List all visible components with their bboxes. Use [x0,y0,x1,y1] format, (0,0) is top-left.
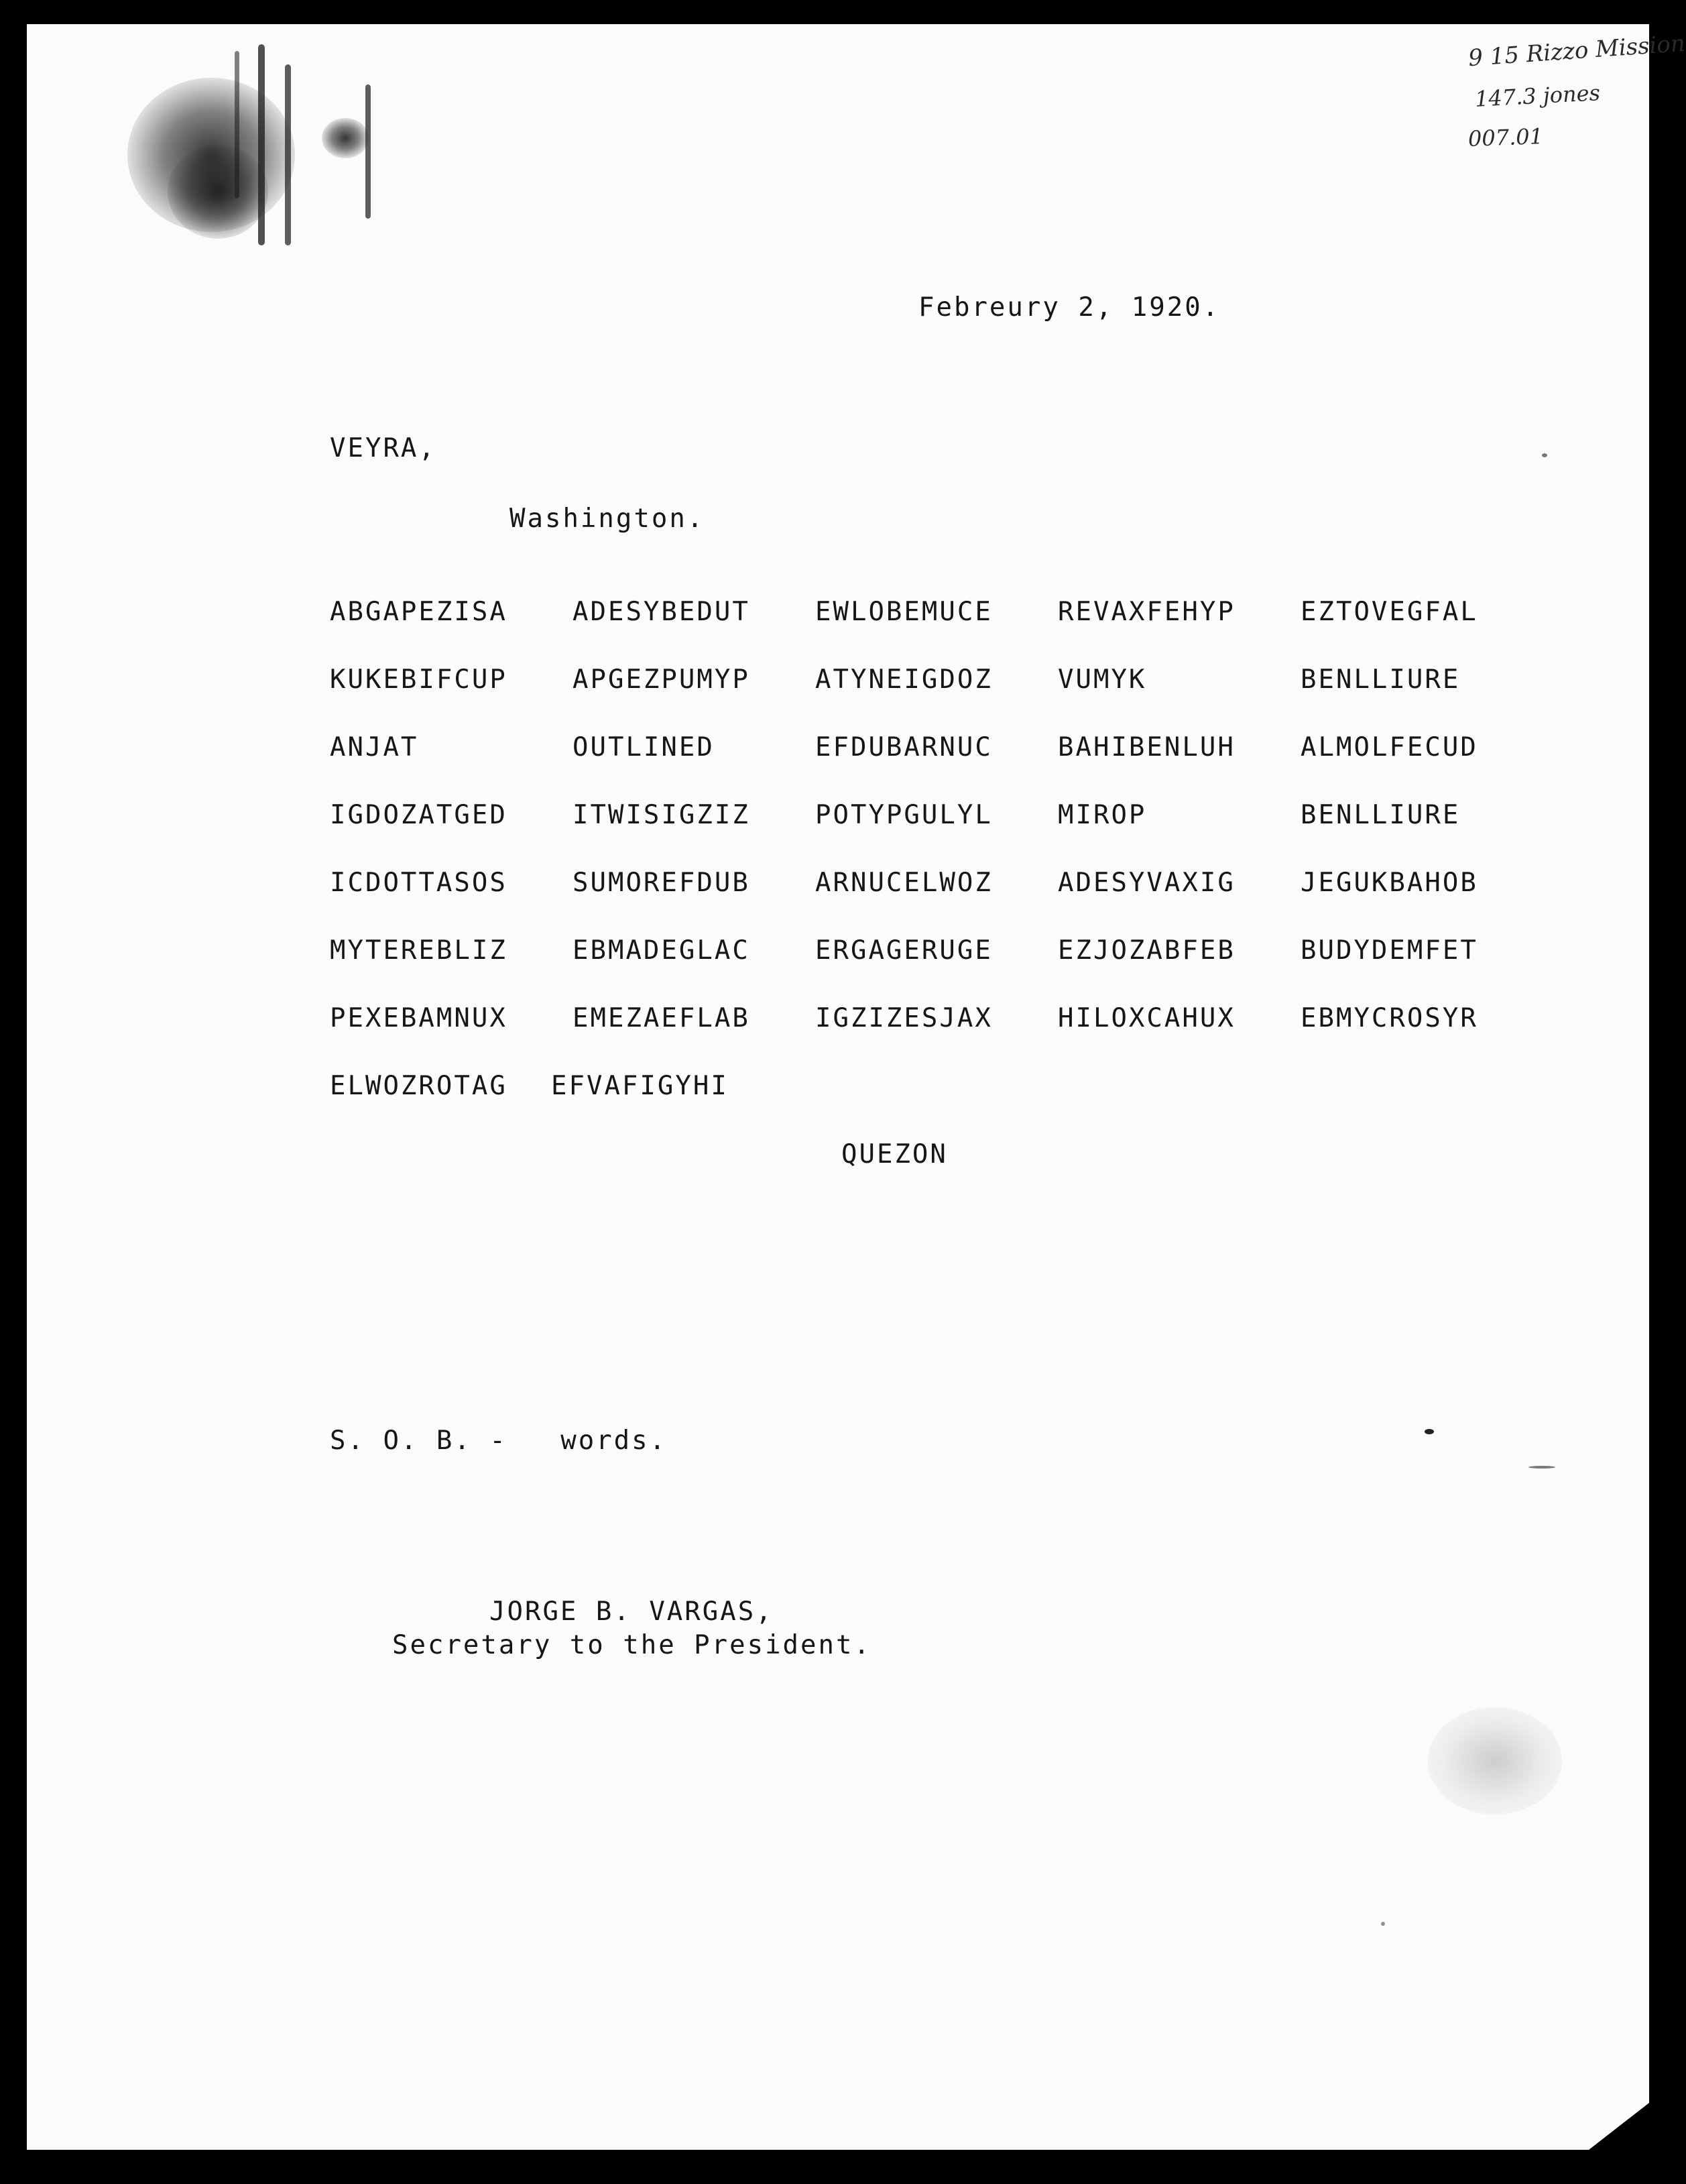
code-group: BENLLIURE [1301,665,1461,695]
code-group: ANJAT [330,732,419,762]
ink-streak [365,84,371,219]
paper-smudge [1428,1707,1562,1815]
code-group: ICDOTTASOS [330,868,507,898]
letter-date: Febreury 2, 1920. [918,292,1221,323]
code-group: BUDYDEMFET [1301,935,1478,966]
ink-streak [285,64,291,245]
code-row [330,935,1543,1003]
code-group: IGDOZATGED [330,800,507,830]
ink-streak [235,51,239,198]
code-group: EZJOZABFEB [1058,935,1236,966]
code-group: ADESYBEDUT [573,597,750,627]
code-group: HILOXCAHUX [1058,1003,1236,1033]
code-group: ADESYVAXIG [1058,868,1236,898]
code-group: ARNUCELWOZ [815,868,993,898]
code-group: EZTOVEGFAL [1301,597,1478,627]
code-group: EMEZAEFLAB [573,1003,750,1033]
code-row [330,597,1543,665]
addressee-location: Washington. [509,504,705,534]
code-group: ATYNEIGDOZ [815,665,993,695]
code-group: BAHIBENLUH [1058,732,1236,762]
code-row [330,665,1543,732]
code-row [330,868,1543,935]
code-group-grid [330,597,1543,1139]
code-group: MYTEREBLIZ [330,935,507,966]
code-group: ALMOLFECUD [1301,732,1478,762]
code-group: ABGAPEZISA [330,597,507,627]
handwritten-note: 007.01 [1467,123,1544,152]
ink-stain [322,118,369,158]
code-group: ITWISIGZIZ [573,800,750,830]
corner-fold [1589,2103,1649,2150]
code-group: POTYPGULYL [815,800,993,830]
ink-streak [258,44,265,245]
code-group: SUMOREFDUB [573,868,750,898]
paper-speck [1381,1922,1385,1926]
code-group: KUKEBIFCUP [330,665,507,695]
code-group: OUTLINED [573,732,715,762]
code-group: EBMYCROSYR [1301,1003,1478,1033]
paper-speck [1542,453,1547,457]
code-row [330,1003,1543,1071]
code-group: MIROP [1058,800,1147,830]
paper-speck [1425,1429,1434,1434]
code-row [330,1071,1543,1139]
handwritten-note: 9 15 Rizzo Mission [1467,30,1686,72]
paper-speck [1528,1466,1555,1469]
signer-title: Secretary to the President. [392,1630,871,1660]
code-group: JEGUKBAHOB [1301,868,1478,898]
code-group: VUMYK [1058,665,1147,695]
sender-code-signature: QUEZON [841,1139,948,1169]
code-group: PEXEBAMNUX [330,1003,507,1033]
code-group: BENLLIURE [1301,800,1461,830]
code-group: IGZIZESJAX [815,1003,993,1033]
code-group: ERGAGERUGE [815,935,993,966]
code-group: EFVAFIGYHI [551,1071,729,1101]
telegram-page [27,24,1686,2150]
code-group: EFDUBARNUC [815,732,993,762]
handwritten-note: 147.3 jones [1474,80,1601,112]
sob-line: S. O. B. - words. [330,1426,668,1456]
signer-name: JORGE B. VARGAS, [489,1597,774,1627]
ink-stain [168,145,268,239]
code-row [330,732,1543,800]
code-group: APGEZPUMYP [573,665,750,695]
code-group: ELWOZROTAG [330,1071,507,1101]
code-group: EWLOBEMUCE [815,597,993,627]
code-group: REVAXFEHYP [1058,597,1236,627]
code-row [330,800,1543,868]
code-group: EBMADEGLAC [573,935,750,966]
addressee: VEYRA, [330,433,436,463]
